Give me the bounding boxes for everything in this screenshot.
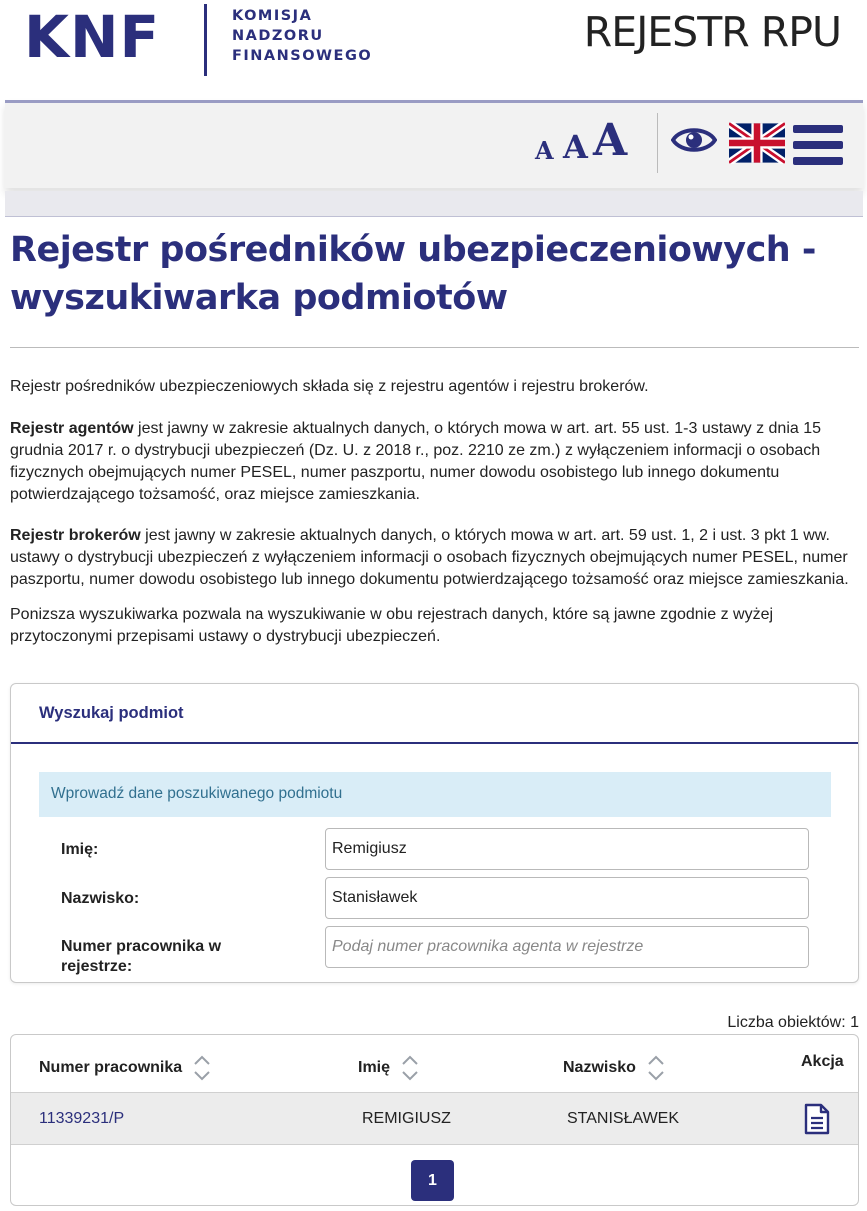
intro-paragraph: Rejestr pośredników ubezpieczeniowych składa się z rejestru agentów i rejestru brokerów. <box>10 378 649 395</box>
eye-icon[interactable] <box>671 123 717 157</box>
last-name-input[interactable] <box>325 877 809 919</box>
column-header-first-name[interactable] <box>358 1053 420 1083</box>
first-name-label: Imię: <box>61 841 99 858</box>
search-card <box>10 683 859 983</box>
agents-paragraph <box>10 418 862 506</box>
logo-full-name <box>232 6 372 66</box>
font-size-large-button[interactable]: A <box>593 115 628 166</box>
uk-flag-icon[interactable] <box>729 122 785 164</box>
column-header-first-name-label: Imię <box>358 1059 391 1076</box>
agents-text: jest jawny w zakresie aktualnych danych, o których mowa w art. art. 55 ust. 1-3 ustawy z dnia 15 grudnia 2017 r. o dystrybucji ubezpieczeń (Dz. U. z 2018 r., poz. 2210 ze zm.) z wyłączeniem informacji o osobach fizycznych obejmujących numer PESEL, numer paszportu, numer dowodu osobistego lub innego dokumentu potwierdzającego tożsamość, oraz miejsce zamieszkania. <box>10 420 822 503</box>
brokers-heading: Rejestr brokerów <box>10 527 141 544</box>
font-size-medium-button[interactable]: A <box>563 128 588 166</box>
title-divider <box>10 347 859 348</box>
column-header-last-name-label: Nazwisko <box>563 1059 636 1076</box>
first-name-input[interactable] <box>325 828 809 870</box>
brokers-paragraph <box>10 525 862 591</box>
employee-number-label: Numer pracownika w rejestrze: <box>61 938 222 975</box>
logo-line-2: NADZORU <box>232 28 324 44</box>
column-header-number-label: Numer pracownika <box>39 1059 183 1076</box>
site-header <box>0 0 867 100</box>
search-card-header[interactable] <box>11 684 858 744</box>
logo-wordmark: KNF <box>24 3 161 71</box>
row-first-name: REMIGIUSZ <box>362 1110 451 1127</box>
column-header-last-name[interactable] <box>563 1053 666 1083</box>
results-count: Liczba obiektów: 1 <box>727 1014 859 1031</box>
column-header-number[interactable] <box>39 1053 212 1083</box>
sort-icon[interactable] <box>400 1053 420 1083</box>
toolbar-strip <box>5 191 863 217</box>
employee-number-input[interactable] <box>325 926 809 968</box>
info-box <box>39 772 831 817</box>
table-row <box>11 1092 858 1145</box>
page-title: Rejestr pośredników ubezpieczeniowych - wyszukiwarka podmiotów <box>10 230 816 318</box>
last-name-label: Nazwisko: <box>61 890 140 907</box>
hamburger-menu-icon[interactable] <box>793 125 843 171</box>
row-last-name: STANISŁAWEK <box>567 1110 680 1127</box>
results-table <box>10 1034 859 1206</box>
row-employee-number-link[interactable]: 11339231/P <box>39 1110 125 1127</box>
agents-heading: Rejestr agentów <box>10 420 134 437</box>
search-card-title: Wyszukaj podmiot <box>39 704 184 722</box>
logo-line-3: FINANSOWEGO <box>232 48 373 64</box>
font-size-small-button[interactable]: A <box>535 136 554 165</box>
column-header-action <box>801 1053 844 1071</box>
toolbar-divider <box>657 113 658 173</box>
logo-line-1: KOMISJA <box>232 8 313 24</box>
register-title: REJESTR RPU <box>583 8 841 56</box>
hamburger-bar <box>793 157 843 165</box>
pagination-page-button[interactable]: 1 <box>411 1160 454 1201</box>
logo-divider <box>204 4 207 76</box>
column-header-action-label: Akcja <box>801 1053 844 1070</box>
sort-icon[interactable] <box>646 1053 666 1083</box>
search-note-paragraph: Ponizsza wyszukiwarka pozwala na wyszukiwanie w obu rejestrach danych, które są jawne zgodnie z wyżej przytoczonymi przepisami ustawy o dystrybucji ubezpieczeń. <box>10 606 774 645</box>
document-icon[interactable] <box>804 1103 830 1135</box>
brokers-text: jest jawny w zakresie aktualnych danych, o których mowa w art. art. 59 ust. 1, 2 i ust. 3 pkt 1 ww. ustawy o dystrybucji ubezpieczeń z wyłączeniem informacji o osobach fizycznych obejmujących numer PESEL, numer paszportu, numer dowodu osobistego lub innego dokumentu potwierdzającego tożsamość oraz miejsce zamieszkania. <box>10 527 849 588</box>
info-text: Wprowadź dane poszukiwanego podmiotu <box>51 785 343 802</box>
accessibility-toolbar <box>5 100 863 188</box>
hamburger-bar <box>793 125 843 133</box>
hamburger-bar <box>793 141 843 149</box>
sort-icon[interactable] <box>192 1053 212 1083</box>
